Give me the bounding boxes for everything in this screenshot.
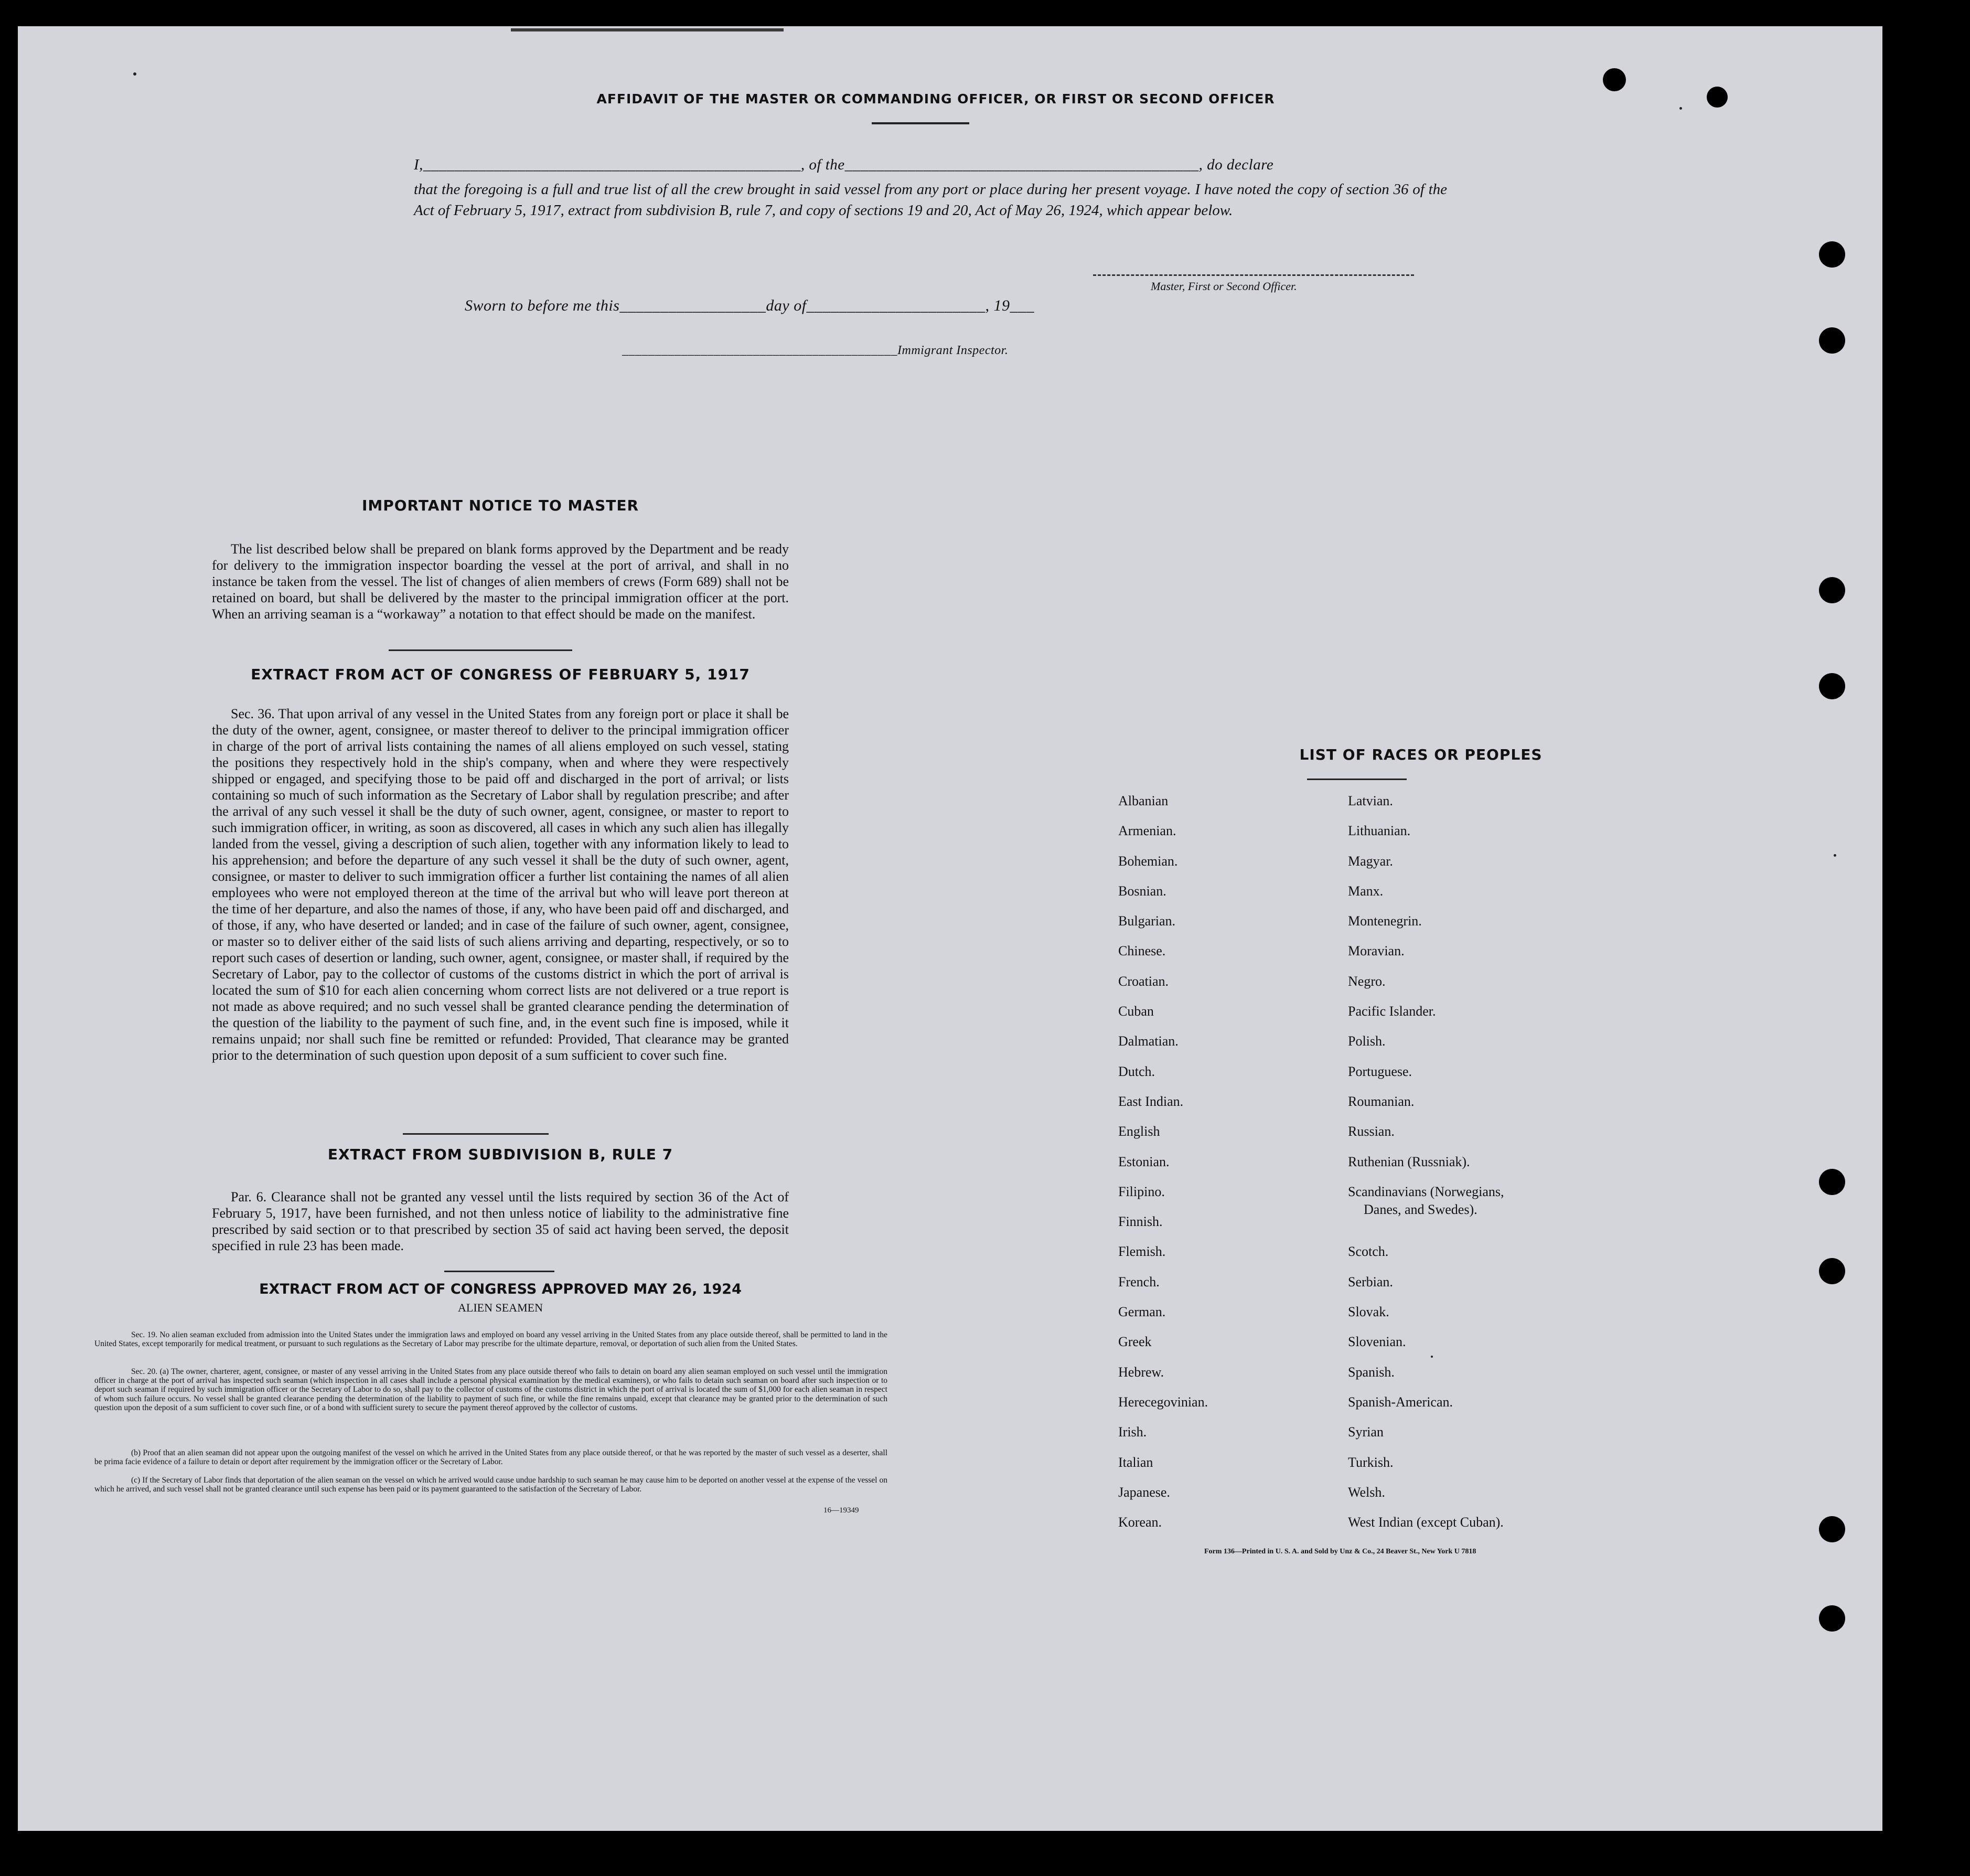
race-item: Filipino. [1118, 1184, 1165, 1199]
title-divider [872, 122, 969, 124]
race-item: Bulgarian. [1118, 913, 1176, 929]
punch-hole [1819, 673, 1845, 699]
races-left-column [1118, 792, 1208, 1543]
signature-label: Master, First or Second Officer. [1151, 280, 1297, 293]
affidavit-title: AFFIDAVIT OF THE MASTER OR COMMANDING OFFICER, OR FIRST OR SECOND OFFICER [596, 91, 1275, 106]
punch-hole [1819, 327, 1845, 354]
race-item: Magyar. [1348, 853, 1393, 869]
race-item: Roumanian. [1348, 1093, 1415, 1109]
affidavit-declaration-line: I,________________________________________________, of the_____________________________________________, do declare [414, 156, 1274, 173]
punch-hole [1819, 1605, 1845, 1632]
race-item: Welsh. [1348, 1484, 1385, 1500]
race-item: East Indian. [1118, 1093, 1184, 1109]
race-item: Bosnian. [1118, 883, 1166, 899]
punch-hole [1819, 1169, 1845, 1195]
race-item: Russian. [1348, 1124, 1395, 1139]
punch-hole [1603, 68, 1626, 91]
printer-imprint: Form 136—Printed in U. S. A. and Sold by Unz & Co., 24 Beaver St., New York U 7818 [1204, 1548, 1476, 1555]
race-item: Negro. [1348, 973, 1386, 989]
top-edge-mark [511, 28, 784, 31]
race-item: Scotch. [1348, 1244, 1389, 1260]
notice-title: IMPORTANT NOTICE TO MASTER [361, 497, 639, 514]
sec-19-text: Sec. 19. No alien seaman excluded from admission into the United States under the immigration laws and employed on board any vessel arriving in the United States from any place outside thereof, shall be permitted to land in the United States, except temporarily for medical treatment, or pursuant to such regulations as the Secretary of Labor may prescribe for the ultimate departure, removal, or deportation of such alien from the United States. [94, 1330, 887, 1349]
speck [1431, 1356, 1433, 1358]
affidavit-body: that the foregoing is a full and true list of all the crew brought in said vessel from any port or place during her present voyage. I have noted the copy of section 36 of the Act of February 5, 1917, extract from subdivision B, rule 7, and copy of sections 19 and 20, Act of May 26, 1924, which appear below. [414, 181, 1447, 219]
race-item: Lithuanian. [1348, 823, 1411, 839]
extract-1924-title: EXTRACT FROM ACT OF CONGRESS APPROVED MAY 26, 1924 [259, 1281, 742, 1297]
section-divider [444, 1271, 554, 1272]
race-item: Scandinavians (Norwegians, [1348, 1184, 1504, 1199]
race-item: Syrian [1348, 1424, 1384, 1440]
races-right-column [1348, 792, 1504, 1543]
race-item: Serbian. [1348, 1274, 1393, 1289]
sec-20c-text: (c) If the Secretary of Labor finds that deportation of the alien seaman on the vessel on which he arrived would cause undue hardship to such seaman he may cause him to be deported on another vessel at the expense of the vessel on which he arrived, and such vessel shall not be granted clearance until such expense has been paid or its payment guaranteed to the satisfaction of the Secretary of Labor. [94, 1476, 887, 1494]
race-item: Dutch. [1118, 1063, 1155, 1079]
race-item: Korean. [1118, 1515, 1162, 1530]
race-item: Flemish. [1118, 1244, 1166, 1260]
race-item: Spanish. [1348, 1364, 1395, 1380]
race-item: Dalmatian. [1118, 1033, 1179, 1049]
form-code: 16—19349 [823, 1506, 859, 1515]
sworn-line: Sworn to before me this__________________day of______________________, 19___ [465, 297, 1035, 314]
race-item: Pacific Islander. [1348, 1004, 1436, 1019]
punch-hole [1819, 1516, 1845, 1542]
race-item: Danes, and Swedes). [1364, 1201, 1477, 1217]
race-item: French. [1118, 1274, 1160, 1289]
race-item: Cuban [1118, 1004, 1154, 1019]
races-divider [1307, 779, 1407, 780]
race-item: Polish. [1348, 1033, 1386, 1049]
signature-line [1093, 274, 1414, 276]
section-divider [403, 1133, 549, 1135]
subdivision-title: EXTRACT FROM SUBDIVISION B, RULE 7 [327, 1146, 673, 1163]
race-item: Portuguese. [1348, 1063, 1412, 1079]
punch-hole [1819, 241, 1845, 268]
punch-hole [1819, 1258, 1845, 1284]
race-item: Turkish. [1348, 1454, 1394, 1470]
subdivision-text: Par. 6. Clearance shall not be granted any vessel until the lists required by section 36 of the Act of February 5, 1917, have been furnished, and not then unless notice of liability to the administrative fine prescribed by said section or to that prescribed by section 35 of said act having been served, the deposit specified in rule 23 has been made. [212, 1189, 789, 1253]
race-item: Finnish. [1118, 1214, 1163, 1230]
race-item: West Indian (except Cuban). [1348, 1515, 1504, 1530]
race-item: Montenegrin. [1348, 913, 1422, 929]
race-item: Spanish-American. [1348, 1394, 1453, 1410]
extract-1917-title: EXTRACT FROM ACT OF CONGRESS OF FEBRUARY 5, 1917 [251, 666, 750, 683]
race-item: Albanian [1118, 793, 1169, 808]
punch-hole [1707, 87, 1728, 108]
notice-text: The list described below shall be prepared on blank forms approved by the Department and be ready for delivery to the immigration inspector boarding the vessel at the port of arrival, and shall in no instance be taken from the vessel. The list of changes of alien members of crews (Form 689) shall not be retained on board, but shall be delivered by the master to the principal immigration officer at the port. When an arriving seaman is a “workaway” a notation to that effect should be made on the manifest. [212, 541, 789, 622]
race-item: Japanese. [1118, 1484, 1170, 1500]
race-item: Greek [1118, 1334, 1152, 1350]
race-item: Manx. [1348, 883, 1384, 899]
race-item: Moravian. [1348, 943, 1405, 959]
punch-hole [1819, 577, 1845, 603]
race-item: Latvian. [1348, 793, 1393, 808]
extract-1917-text: Sec. 36. That upon arrival of any vessel in the United States from any foreign port or place it shall be the duty of the owner, agent, consignee, or master thereof to deliver to the principal immigration officer in charge of the port of arrival lists containing the names of all aliens employed on such vessel, stating the positions they respectively hold in the ship's company, when and where they were respectively shipped or engaged, and specifying those to be paid off and discharged in the port of arrival; or lists containing so much of such information as the Secretary of Labor shall by regulation prescribe; and after the arrival of any such vessel it shall be the duty of such owner, agent, consignee, or master to report to such immigration officer, in writing, as soon as discovered, all cases in which any such alien has illegally landed from the vessel, giving a description of such alien, together with any information likely to lead to his apprehension; and before the departure of any such vessel it shall be the duty of such owner, agent, consignee, or master to deliver to such immigration officer a further list containing the names of all alien employees who were not employed thereon at the time of the arrival but who will leave port thereon at the time of her departure, and also the names of those, if any, who have been paid off and discharged, and of those, if any, who have deserted or landed; and in case of the failure of such owner, agent, consignee, or master so to deliver either of the said lists of such aliens arriving and departing, respectively, or so to report such cases of desertion or landing, such owner, agent, consignee, or master shall, if required by the Secretary of Labor, pay to the collector of customs of the customs district in which the port of arrival is located the sum of $10 for each alien concerning whom correct lists are not delivered or a true report is not made as above required; and no such vessel shall be granted clearance pending the determination of the question of the liability to the payment of such fine, and, in the event such fine is imposed, while it remains unpaid; nor shall such fine be remitted or refunded: Provided, That clearance may be granted prior to the determination of such question upon deposit of a sum sufficient to cover such fine. [212, 706, 789, 1063]
race-item: Italian [1118, 1454, 1153, 1470]
race-item: Croatian. [1118, 973, 1169, 989]
section-divider [389, 649, 572, 651]
race-item: English [1118, 1124, 1160, 1139]
race-item: Ruthenian (Russniak). [1348, 1154, 1470, 1169]
race-item: Hebrew. [1118, 1364, 1164, 1380]
race-item: German. [1118, 1304, 1166, 1320]
speck [1834, 854, 1836, 857]
race-item: Bohemian. [1118, 853, 1178, 869]
races-title: LIST OF RACES OR PEOPLES [1299, 746, 1543, 763]
speck [1679, 107, 1682, 110]
race-item: Chinese. [1118, 943, 1166, 959]
race-item: Armenian. [1118, 823, 1176, 839]
sec-20a-text: Sec. 20. (a) The owner, charterer, agent, consignee, or master of any vessel arriving in the United States from any place outside thereof who fails to detain on board any alien seaman employed on such vessel until the immigration officer in charge at the port of arrival has inspected such seaman (which inspection in all cases shall include a personal physical examination by the medical examiners), or who fails to detain such seaman on board after such inspection or to deport such seaman if required by such immigration officer or the Secretary of Labor to do so, shall pay to the collector of customs of the customs district in which the port of arrival is located the sum of $1,000 for each alien seaman in respect of whom such failure occurs. No vessel shall be granted clearance pending the determination of the liability to payment of such fine, or while the fine remains unpaid, except that clearance may be granted prior to the determination of such question upon the deposit of a sum sufficient to cover such fine, or of a bond with sufficient surety to secure the payment thereof approved by the collector of customs. [94, 1367, 887, 1412]
race-item: Herecegovinian. [1118, 1394, 1208, 1410]
race-item: Irish. [1118, 1424, 1147, 1440]
inspector-line: __________________________________________Immigrant Inspector. [622, 344, 1009, 357]
sec-20b-text: (b) Proof that an alien seaman did not appear upon the outgoing manifest of the vessel on which he arrived in the United States from any place outside thereof, or that he was reported by the master of such vessel as a deserter, shall be prima facie evidence of a failure to detain or deport after requirement by the immigration officer or the Secretary of Labor. [94, 1448, 887, 1467]
document-page [18, 26, 1882, 1831]
extract-1924-subtitle: ALIEN SEAMEN [458, 1301, 543, 1314]
speck [133, 72, 136, 76]
race-item: Slovak. [1348, 1304, 1389, 1320]
race-item: Slovenian. [1348, 1334, 1406, 1350]
race-item: Estonian. [1118, 1154, 1170, 1169]
